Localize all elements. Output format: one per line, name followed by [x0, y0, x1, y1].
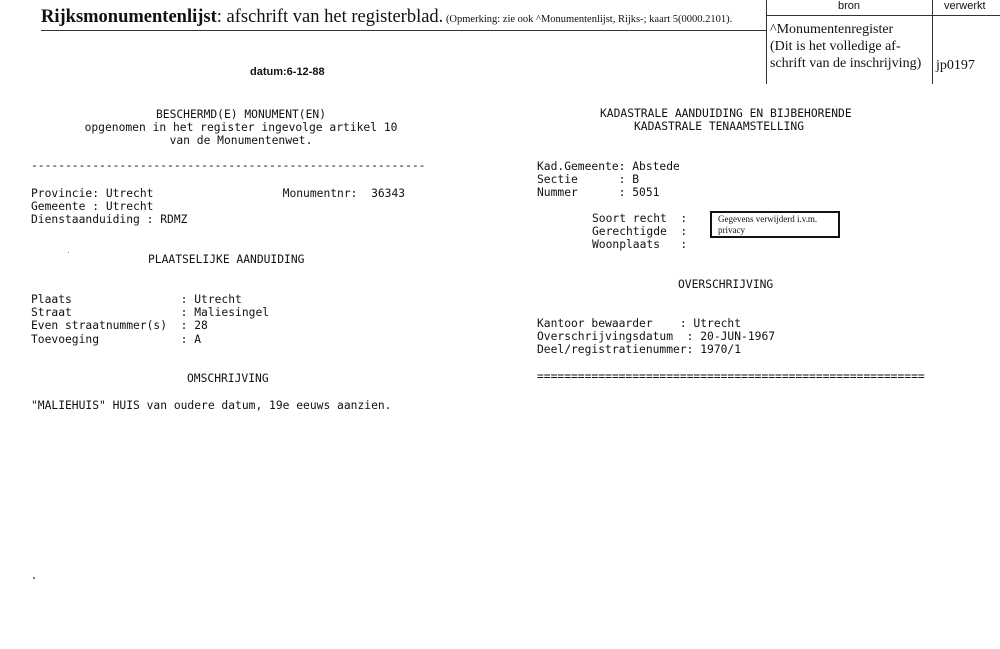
- title-underline: [41, 30, 766, 31]
- source-box-divider: [932, 0, 933, 84]
- source-box-header-line: [766, 15, 1000, 16]
- transfer-heading: OVERSCHRIJVING: [678, 278, 774, 291]
- cadastral-block: Kad.Gemeente: Abstede Sectie : B Nummer : 5051: [537, 160, 680, 200]
- location-heading: PLAATSELIJKE AANDUIDING: [148, 253, 305, 266]
- scan-speck: [33, 577, 35, 579]
- scan-speck: [68, 252, 69, 253]
- source-box-left-border: [766, 0, 767, 84]
- cadastral-heading: KADASTRALE AANDUIDING EN BIJBEHORENDE KADASTRALE TENAAMSTELLING: [600, 107, 852, 134]
- bron-label: bron: [838, 0, 861, 12]
- location-block: Plaats : Utrecht Straat : Maliesingel Even straatnummer(s) : 28 Toevoeging : A: [31, 293, 270, 346]
- verwerkt-label: verwerkt: [944, 0, 986, 12]
- monument-heading: BESCHERMD(E) MONUMENT(EN) opgenomen in het register ingevolge artikel 10 van de Monumentenwet.: [84, 108, 398, 148]
- description-text: "MALIEHUIS" HUIS van oudere datum, 19e eeuws aanzien.: [31, 399, 392, 412]
- left-divider: ----------------------------------------------------------: [31, 159, 426, 172]
- title-rest: : afschrift van het registerblad.: [216, 7, 444, 27]
- right-divider: =========================================================: [537, 370, 925, 383]
- date-label: datum:6-12-88: [250, 66, 325, 78]
- title-note: (Opmerking: zie ook ^Monumentenlijst, Rijks-; kaart 5(0000.2101).: [443, 14, 733, 25]
- description-heading: OMSCHRIJVING: [187, 372, 269, 385]
- document-title: [41, 7, 732, 28]
- privacy-redaction-box: Gegevens verwijderd i.v.m. privacy: [710, 211, 840, 238]
- source-box: [766, 0, 1000, 84]
- bron-text: ^Monumentenregister (Dit is het volledige af- schrift van de inschrijving): [770, 22, 922, 71]
- registration-block: Provincie: Utrecht Monumentnr: 36343 Gemeente : Utrecht Dienstaanduiding : RDMZ: [31, 187, 406, 227]
- rights-block: Soort recht : Gerechtigde : Woonplaats :: [592, 212, 688, 252]
- transfer-block: Kantoor bewaarder : Utrecht Overschrijvingsdatum : 20-JUN-1967 Deel/registratienummer: 1970/1: [537, 317, 776, 357]
- verwerkt-text: jp0197: [936, 58, 975, 73]
- title-bold: Rijksmonumentenlijst: [41, 7, 217, 27]
